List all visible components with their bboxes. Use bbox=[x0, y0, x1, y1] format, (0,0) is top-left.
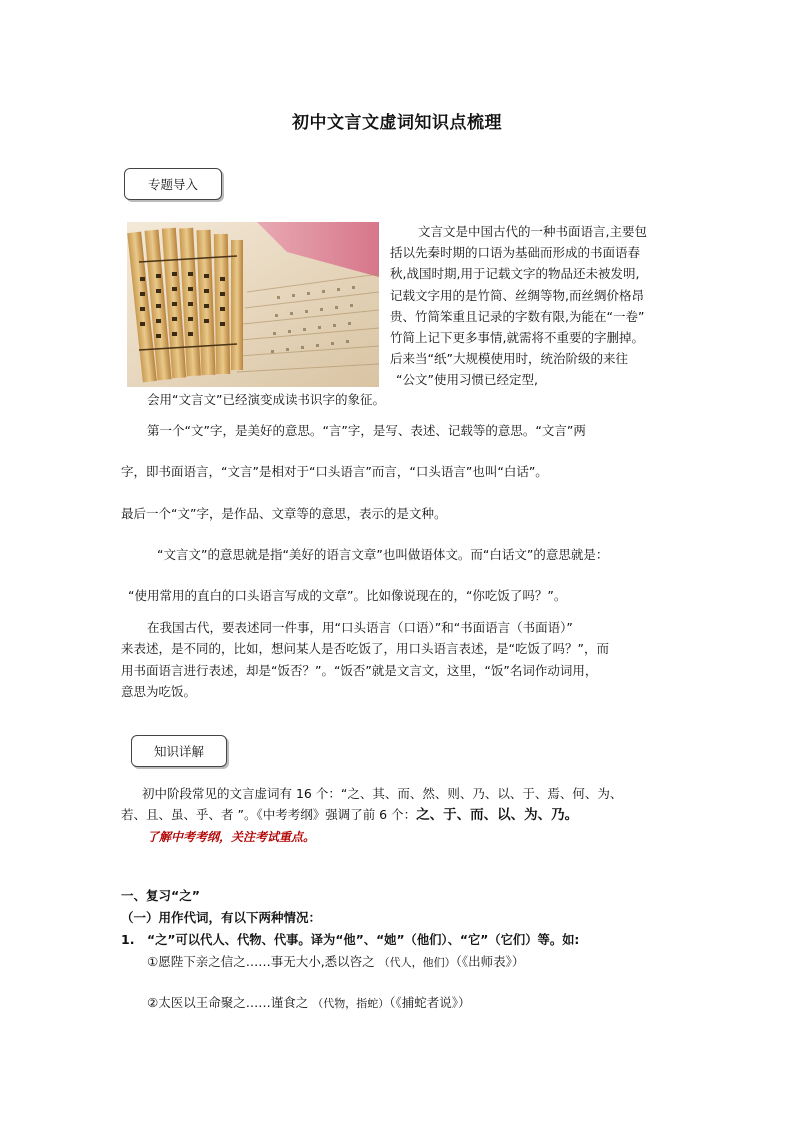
example-line: ①愿陛下亲之信之……事无大小,悉以咨之 （代人，他们）（《出师表》） bbox=[147, 954, 525, 969]
text-line: 字，即书面语言，“文言”是相对于“口头语言”而言，“口头语言”也叫“白话”。 bbox=[121, 464, 548, 479]
text-line: “使用常用的直白的口头语言写成的文章”。比如像说现在的，“你吃饭了吗？”。 bbox=[128, 588, 567, 603]
text-line: 用书面语言进行表述，却是“饭否？”。“饭否”就是文言文，这里，“饭”名词作动词用， bbox=[121, 663, 598, 678]
example-note: （代物，指蛇） bbox=[312, 997, 390, 1010]
intro-line: 后来当“纸”大规模使用时，统治阶级的来往 bbox=[390, 351, 628, 366]
item-text: “之”可以代人、代物、代事。译为“他”、“她”（他们）、“它”（它们）等。如: bbox=[147, 933, 580, 947]
bamboo-scroll-image bbox=[127, 222, 379, 387]
review-subheading: （一）用作代词，有以下两种情况： bbox=[121, 910, 322, 925]
text-line: “文言文”的意思就是指“美好的语言文章”也叫做语体文。而“白话文”的意思就是： bbox=[157, 547, 609, 562]
intro-line: 秋,战国时期,用于记载文字的物品还未被发明, bbox=[390, 266, 640, 281]
item-number: 1. bbox=[121, 932, 135, 947]
review-heading: 一、复习“之” bbox=[121, 888, 200, 903]
text-line: 在我国古代，要表述同一件事，用“口头语言（口语）”和“书面语言（书面语）” bbox=[147, 620, 573, 635]
section-label-intro: 专题导入 bbox=[124, 168, 222, 200]
intro-line: 文言文是中国古代的一种书面语言,主要包 bbox=[418, 224, 647, 239]
example-note: （代人，他们） bbox=[378, 956, 456, 969]
text-line: 最后一个“文”字，是作品、文章等的意思，表示的是文种。 bbox=[121, 506, 447, 521]
text-line: 若、且、虽、乎、者 ”。《中考考纲》强调了前 6 个：之、于、而、以、为、乃。 bbox=[121, 807, 579, 823]
intro-line: 记载文字用的是竹简、丝绸等物,而丝绸价格昂 bbox=[390, 288, 644, 303]
page-title: 初中文言文虚词知识点梳理 bbox=[292, 113, 502, 133]
text-line: 意思为吃饭。 bbox=[121, 684, 197, 699]
exam-note: 了解中考考纲，关注考试重点。 bbox=[147, 830, 316, 844]
text-line: 第一个“文”字，是美好的意思。“言”字，是写、表述、记载等的意思。“文言”两 bbox=[147, 423, 586, 438]
bamboo-scroll-illustration bbox=[127, 222, 379, 387]
text-line: 初中阶段常见的文言虚词有 16 个：“之、其、而、然、则、乃、以、于、焉、何、为、 bbox=[142, 786, 623, 801]
intro-line: “公文”使用习惯已经定型, bbox=[396, 372, 538, 387]
key-words: 之、于、而、以、为、乃。 bbox=[416, 807, 579, 823]
example-source: （《捕蛇者说》） bbox=[389, 995, 471, 1010]
example-source: （《出师表》） bbox=[455, 954, 525, 969]
intro-line: 竹简上记下更多事情,就需将不重要的字删掉。 bbox=[390, 330, 644, 345]
intro-line: 括以先秦时期的口语为基础而形成的书面语春 bbox=[390, 245, 641, 260]
intro-line: 贵、竹简笨重且记录的字数有限,为能在“一卷” bbox=[390, 309, 645, 324]
text-line: 来表述，是不同的，比如，想问某人是否吃饭了，用口头语言表述，是“吃饭了吗？”，而 bbox=[121, 641, 609, 656]
intro-line: 会用“文言文”已经演变成读书识字的象征。 bbox=[147, 392, 385, 407]
section-label-detail: 知识详解 bbox=[131, 735, 227, 767]
example-line: ②太医以王命聚之……谨食之 （代物，指蛇）（《捕蛇者说》） bbox=[147, 995, 471, 1010]
